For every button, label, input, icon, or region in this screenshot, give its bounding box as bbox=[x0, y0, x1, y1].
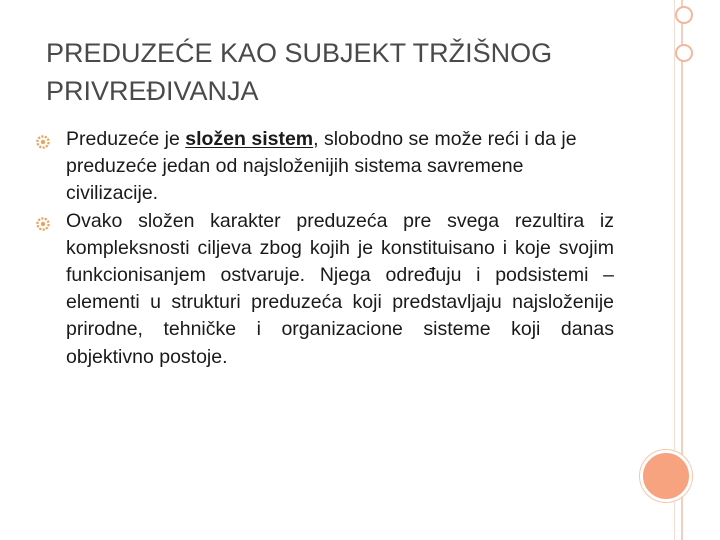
gear-icon bbox=[36, 217, 50, 231]
bullet-text-after: , slobodno se može reći i da je preduzeće jedan od najsloženijih sistema savremene civilizacije. bbox=[66, 128, 577, 205]
bullet-item-1 bbox=[36, 126, 614, 208]
decorative-dot bbox=[675, 44, 693, 62]
slide-title-line-2: PRIVREĐIVANJA bbox=[46, 76, 259, 106]
bullet-text-before: Preduzeće je bbox=[66, 128, 186, 150]
bullet-list bbox=[36, 126, 614, 371]
bullet-text: Ovako složen karakter preduzeća pre svega rezultira iz kompleksnosti ciljeva zbog kojih je konstituisano i koje svojim funkcionisanjem ostvaruje. Njega određuju i podsistemi – elementi u strukturi preduzeća koji predstavljaju najsloženije prirodne, tehničke i organizacione sisteme koji danas objektivno postoje. bbox=[66, 209, 614, 368]
slide-title bbox=[46, 34, 646, 110]
decorative-circle bbox=[640, 450, 692, 502]
slide-title-line-1: PREDUZEĆE KAO SUBJEKT TRŽIŠNOG bbox=[46, 38, 553, 68]
bullet-emphasis: složen sistem bbox=[185, 128, 314, 150]
decorative-dot bbox=[675, 6, 693, 24]
bullet-item-2 bbox=[36, 208, 614, 371]
gear-icon bbox=[36, 135, 50, 149]
